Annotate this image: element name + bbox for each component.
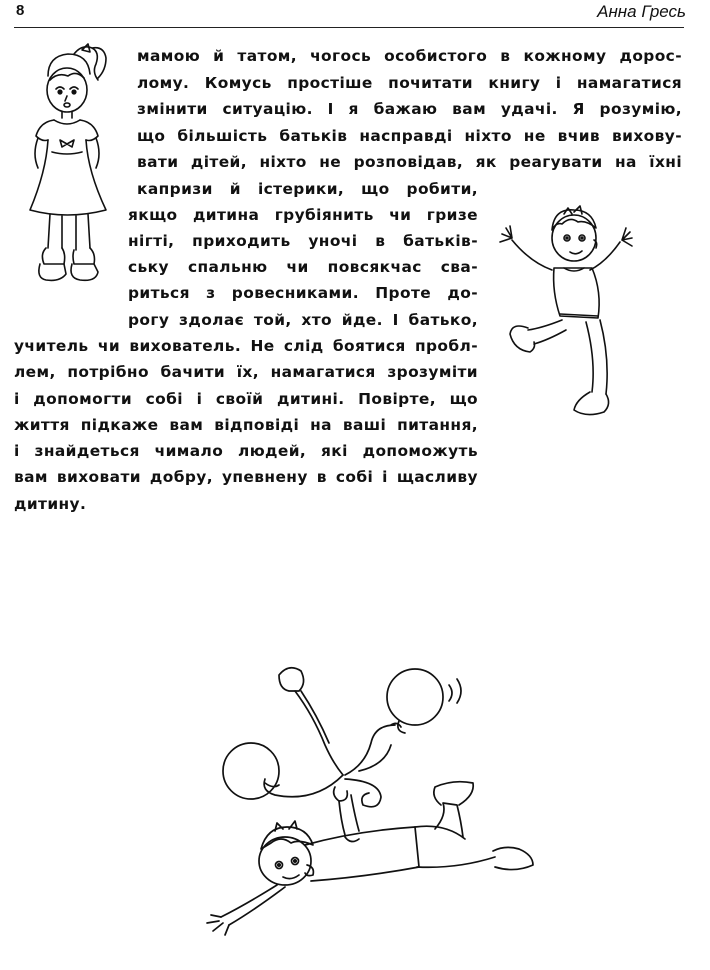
text-line: риться з ровесниками. Проте до- xyxy=(128,284,478,302)
text-line: і допомогти собі і своїй дитині. Повірте, що xyxy=(14,390,478,408)
text-line: лем, потрібно бачити їх, намагатися зрозуміти xyxy=(14,363,478,381)
text-line: капризи й істерики, що робити, xyxy=(137,180,478,198)
boy-on-chandelier-illustration xyxy=(195,655,555,955)
text-line: і знайдеться чимало людей, які допоможуть xyxy=(14,442,478,460)
text-line: змінити ситуацію. І я бажаю вам удачі. Я розумію, xyxy=(137,100,682,118)
text-line: нігті, приходить уночі в батьків- xyxy=(128,232,478,250)
boy-jumping-illustration xyxy=(490,200,640,430)
page-header xyxy=(0,0,710,32)
text-line: дитину. xyxy=(14,495,87,513)
text-line: життя підкаже вам відповіді на ваші питання, xyxy=(14,416,478,434)
running-title: Анна Гресь xyxy=(597,2,686,21)
text-line: вати дітей, ніхто не розповідав, як реагувати на їхні xyxy=(137,153,682,171)
text-line: рогу здолає той, хто йде. І батько, xyxy=(128,311,478,329)
text-line: учитель чи вихователь. Не слід боятися пробл- xyxy=(14,337,478,355)
text-line: вам виховати добру, упевнену в собі і щасливу xyxy=(14,468,478,486)
text-line: що більшість батьків насправді ніхто не вчив вихову- xyxy=(137,127,682,145)
girl-illustration xyxy=(12,42,122,292)
text-line: ську спальню чи повсякчас сва- xyxy=(128,258,478,276)
text-line: лому. Комусь простіше почитати книгу і намагатися xyxy=(137,74,682,92)
header-rule xyxy=(14,27,684,28)
text-line: якщо дитина грубіянить чи гризе xyxy=(128,206,478,224)
page-number: 8 xyxy=(16,2,25,19)
text-line: мамою й татом, чогось особистого в кожному дорос- xyxy=(137,47,682,65)
